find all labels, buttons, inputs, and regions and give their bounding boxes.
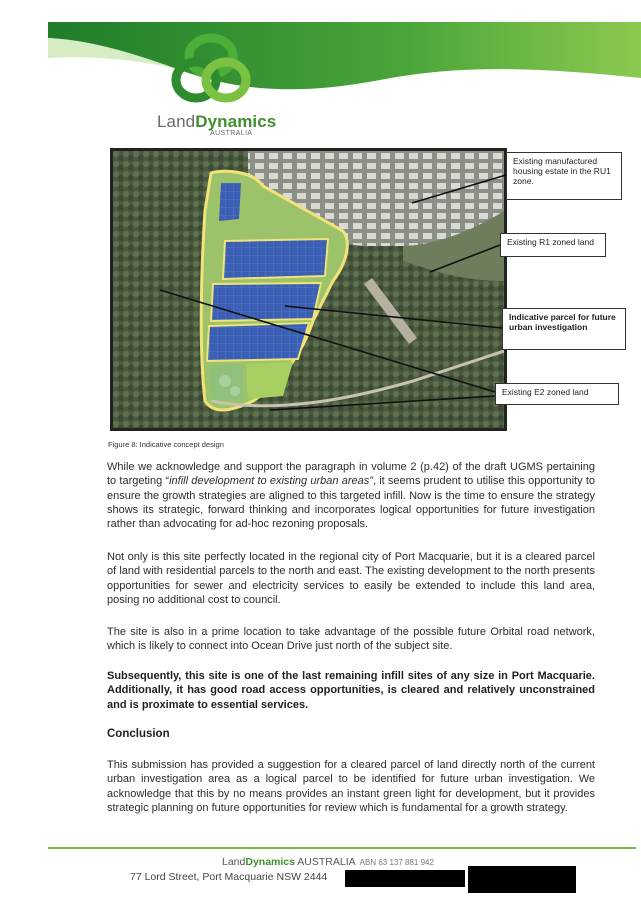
paragraph-infill-summary: Subsequently, this site is one of the last remaining infill sites of any size in Port Macquarie. Additionally, it has good road access opportunities, is cleared and relatively unconstrained and is proximate to essential services. [107, 670, 595, 711]
brand-subtitle: AUSTRALIA [210, 130, 253, 137]
footer-abn: ABN 63 137 881 942 [359, 858, 434, 867]
paragraph-orbital-road: The site is also in a prime location to take advantage of the possible future Orbital road network, which is likely to connect into Ocean Drive just north of the subject site. [107, 626, 595, 653]
header-wave [0, 0, 641, 120]
brand-name: LandDynamics [157, 112, 277, 131]
callout-e2-zoned: Existing E2 zoned land [495, 383, 619, 405]
paragraph-site-location: Not only is this site perfectly located in the regional city of Port Macquarie, but it is a cleared parcel of land with residential parcels to the north and east. The existing development to the north presents opportunities for sewer and electricity services to easily be extended to include this land area, posing no additional cost to council. [107, 551, 595, 606]
callout-r1-zoned: Existing R1 zoned land [500, 233, 606, 257]
redaction-block [468, 866, 576, 893]
footer-brand: LandDynamics AUSTRALIA ABN 63 137 881 942 [222, 856, 434, 868]
paragraph-conclusion: This submission has provided a suggestion for a cleared parcel of land directly north of the current urban investigation area as a logical parcel to be identified for future urban investigation. We acknowledge that this by no means provides an instant green light for development, but it provides strategic planning on future opportunities for review which is fundamental for a growth strategy. [107, 759, 595, 814]
conclusion-heading: Conclusion [107, 728, 170, 740]
paragraph-ugms-support: While we acknowledge and support the paragraph in volume 2 (p.42) of the draft UGMS pertaining to targeting “infill development to existing urban areas”, it seems prudent to utilise this opportunity to ensure the growth strategies are aligned to this targeted infill. Now is the time to ensure the strategy shows its strategic, forward thinking and incorporates logical opportunities for future investigation rather than advocating for ad-hoc rezoning proposals. [107, 461, 595, 531]
footer-address: 77 Lord Street, Port Macquarie NSW 2444 [130, 871, 328, 883]
footer-divider [48, 847, 636, 849]
land-dynamics-logo-icon [170, 28, 252, 110]
redaction-block [345, 870, 465, 887]
figure-caption: Figure 8: Indicative concept design [108, 440, 224, 449]
callout-manufactured-housing: Existing manufactured housing estate in the RU1 zone. [506, 152, 622, 200]
callout-indicative-parcel: Indicative parcel for future urban investigation [502, 308, 626, 350]
aerial-concept-figure [110, 148, 507, 431]
